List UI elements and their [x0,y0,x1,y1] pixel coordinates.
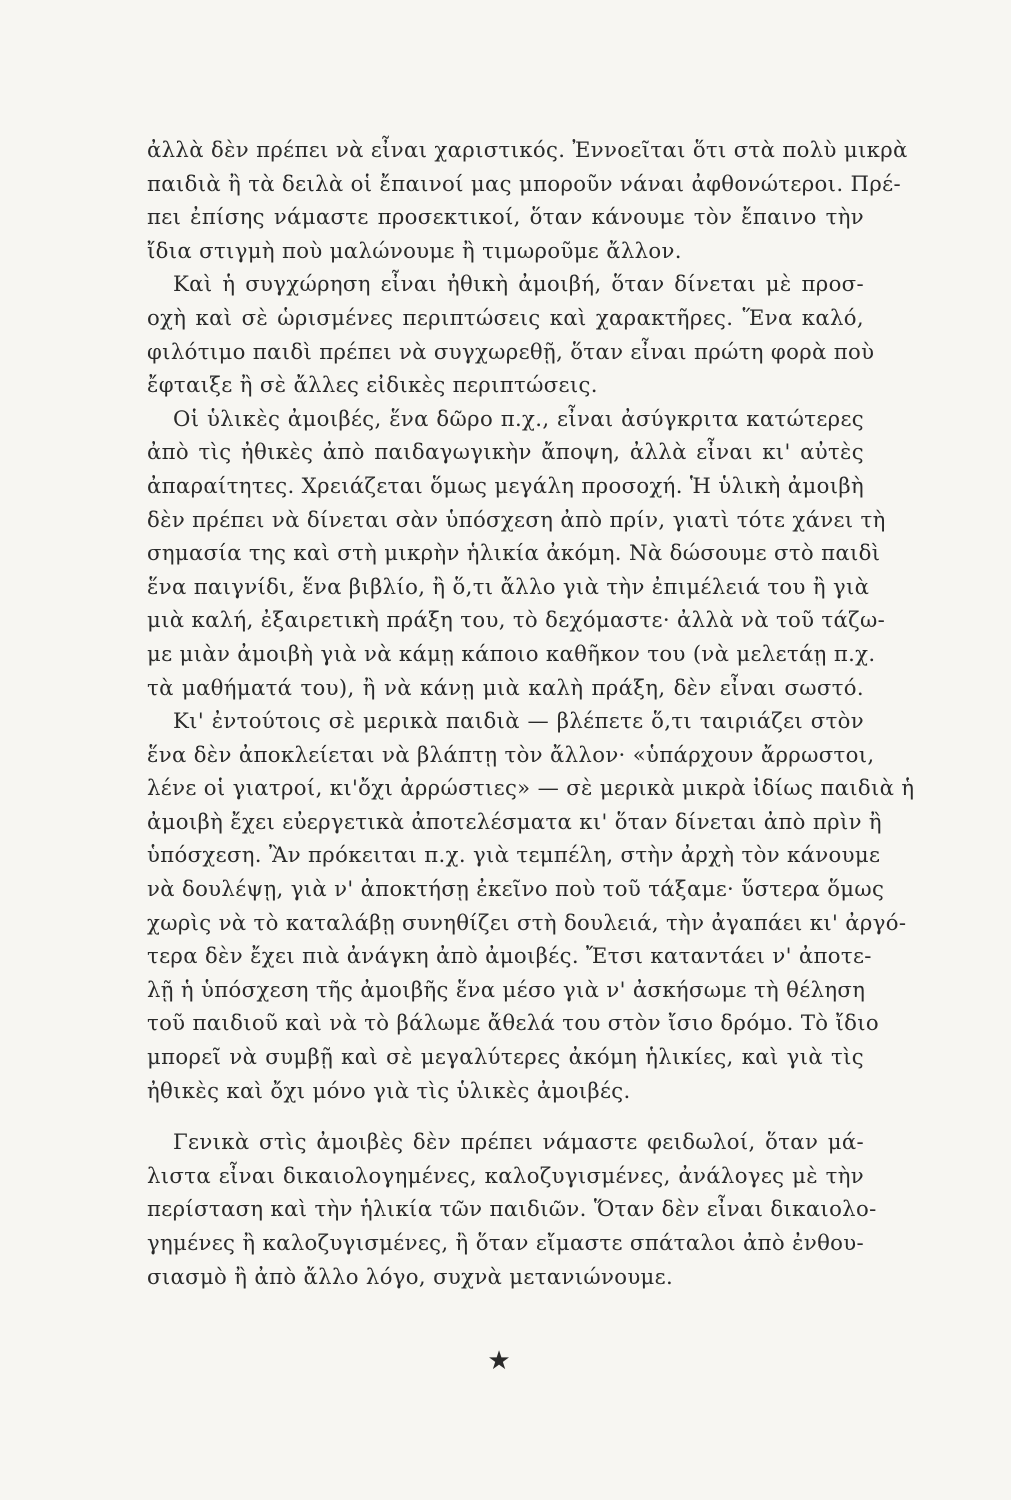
text-line: φιλότιμο παιδὶ πρέπει νὰ συγχωρεθῇ, ὅταν εἶναι πρώτη φορὰ ποὺ [147,338,875,364]
text-line: σημασία της καὶ στὴ μικρὴν ἡλικία ἀκόμη. Νὰ δώσουμε στὸ παιδὶ [147,540,881,566]
paragraph-3 [147,402,886,704]
text-line: Οἱ ὑλικὲς ἀμοιβές, ἕνα δῶρο π.χ., εἶναι ἀσύγκριτα κατώτερες [173,405,864,431]
text-line: ἔφταιξε ἢ σὲ ἄλλες εἰδικὲς περιπτώσεις. [147,372,598,398]
paragraph-5 [147,1125,877,1293]
paragraph-1 [147,133,908,267]
paragraph-2 [147,267,875,401]
text-line: Καὶ ἡ συγχώρηση εἶναι ἠθικὴ ἀμοιβή, ὅταν δίνεται μὲ προσ- [173,271,864,297]
text-line: τοῦ παιδιοῦ καὶ νὰ τὸ βάλωμε ἄθελά του στὸν ἴσιο δρόμο. Τὸ ἴδιο [147,1010,880,1036]
text-line: ἀμοιβὴ ἔχει εὐεργετικὰ ἀποτελέσματα κι' ὅταν δίνεται ἀπὸ πρὶν ἢ [147,808,882,834]
text-line: περίσταση καὶ τὴν ἡλικία τῶν παιδιῶν. Ὅταν δὲν εἶναι δικαιολο- [147,1196,877,1222]
text-line: Γενικὰ στὶς ἀμοιβὲς δὲν πρέπει νάμαστε φειδωλοί, ὅταν μά- [173,1129,864,1155]
text-line: μπορεῖ νὰ συμβῇ καὶ σὲ μεγαλύτερες ἀκόμη ἡλικίες, καὶ γιὰ τὶς [147,1044,864,1070]
text-line: τὰ μαθήματά του), ἢ νὰ κάνῃ μιὰ καλὴ πράξη, δὲν εἶναι σωστό. [147,674,864,700]
text-line: λιστα εἶναι δικαιολογημένες, καλοζυγισμένες, ἀνάλογες μὲ τὴν [147,1162,864,1188]
text-line: σιασμὸ ἢ ἀπὸ ἄλλο λόγο, συχνὰ μετανιώνουμε. [147,1263,674,1289]
text-line: ἀπαραίτητες. Χρειάζεται ὅμως μεγάλη προσοχή. Ἡ ὑλικὴ ἀμοιβὴ [147,472,864,498]
text-line: ἠθικὲς καὶ ὄχι μόνο γιὰ τὶς ὑλικὲς ἀμοιβές. [147,1077,631,1103]
text-line: χωρὶς νὰ τὸ καταλάβῃ συνηθίζει στὴ δουλειά, τὴν ἀγαπάει κι' ἀργό- [147,909,907,935]
text-line: γημένες ἢ καλοζυγισμένες, ἢ ὅταν εἴμαστε σπάταλοι ἀπὸ ἐνθου- [147,1230,865,1255]
text-line: ἀπὸ τὶς ἠθικὲς ἀπὸ παιδαγωγικὴν ἄποψη, ἀλλὰ εἶναι κι' αὐτὲς [147,439,864,465]
star-ornament-icon: ★ [487,1346,511,1376]
text-line: παιδιὰ ἢ τὰ δειλὰ οἱ ἔπαινοί μας μποροῦν νάναι ἀφθονώτεροι. Πρέ- [147,170,901,196]
text-line: ἴδια στιγμὴ ποὺ μαλώνουμε ἢ τιμωροῦμε ἄλλον. [147,237,682,263]
text-line: ἕνα δὲν ἀποκλείεται νὰ βλάπτῃ τὸν ἄλλον· «ὑπάρχουν ἄρρωστοι, [147,741,875,767]
text-line: ἕνα παιγνίδι, ἕνα βιβλίο, ἢ ὅ,τι ἄλλο γιὰ τὴν ἐπιμέλειά του ἢ γιὰ [147,573,870,599]
text-line: ὑπόσχεση. Ἂν πρόκειται π.χ. γιὰ τεμπέλη, στὴν ἀρχὴ τὸν κάνουμε [147,842,881,868]
text-line: λῇ ἡ ὑπόσχεση τῆς ἀμοιβῆς ἕνα μέσο γιὰ ν' ἀσκήσωμε τὴ θέληση [147,976,866,1002]
text-line: οχὴ καὶ σὲ ὡρισμένες περιπτώσεις καὶ χαρακτῆρες. Ἕνα καλό, [147,304,864,330]
text-line: νὰ δουλέψῃ, γιὰ ν' ἀποκτήσῃ ἐκεῖνο ποὺ τοῦ τάξαμε· ὕστερα ὅμως [147,876,885,902]
text-line: δὲν πρέπει νὰ δίνεται σὰν ὑπόσχεση ἀπὸ πρίν, γιατὶ τότε χάνει τὴ [147,506,886,532]
text-line: Κι' ἐντούτοις σὲ μερικὰ παιδιὰ — βλέπετε ὅ,τι ταιριάζει στὸν [173,708,864,734]
text-line: τερα δὲν ἔχει πιὰ ἀνάγκη ἀπὸ ἀμοιβές. Ἔτσι καταντάει ν' ἀποτε- [147,943,872,969]
page-body [147,133,915,1293]
text-line: μιὰ καλή, ἐξαιρετικὴ πράξη του, τὸ δεχόμαστε· ἀλλὰ νὰ τοῦ τάζω- [147,607,886,633]
text-line: με μιὰν ἀμοιβὴ γιὰ νὰ κάμῃ κάποιο καθῆκον του (νὰ μελετάῃ π.χ. [147,640,876,666]
paragraph-4 [147,704,915,1107]
text-line: λένε οἱ γιατροί, κι'ὄχι ἀρρώστιες» — σὲ μερικὰ μικρὰ ἰδίως παιδιὰ ἡ [147,775,915,801]
text-line: ἀλλὰ δὲν πρέπει νὰ εἶναι χαριστικός. Ἐννοεῖται ὅτι στὰ πολὺ μικρὰ [147,137,908,162]
text-line: πει ἐπίσης νάμαστε προσεκτικοί, ὅταν κάνουμε τὸν ἔπαινο τὴν [147,204,864,230]
paragraph-gap [147,1107,864,1125]
